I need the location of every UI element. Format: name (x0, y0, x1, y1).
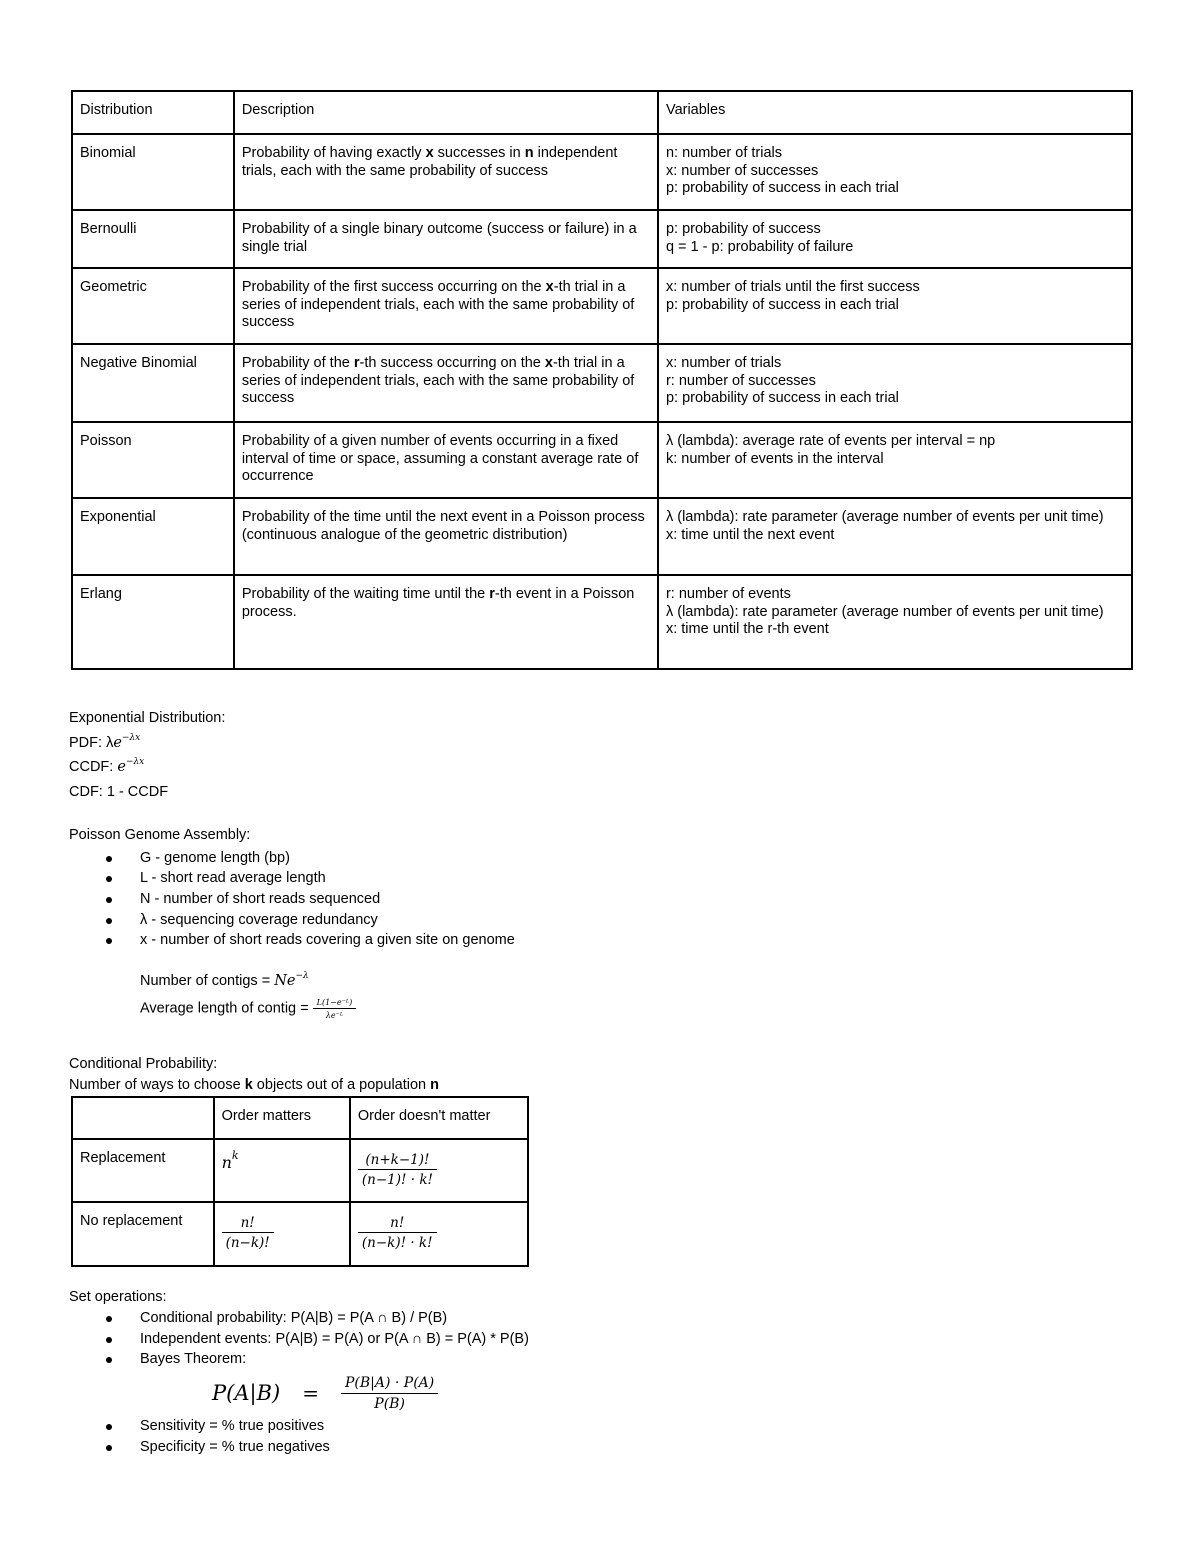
variable-line: x: number of trials (665, 355, 782, 371)
list-item: Independent events: P(A|B) = P(A) or P(A ∩ B) = P(A) * P(B) (69, 1329, 869, 1350)
bold-variable: r (489, 586, 495, 602)
description-cell (234, 134, 658, 210)
variable-line: x: time until the next event (665, 526, 835, 543)
list-item: G - genome length (bp) (69, 848, 769, 869)
list-item: Sensitivity = % true positives (69, 1416, 869, 1437)
table-row (72, 268, 1132, 344)
description-text: -th success occurring on the (359, 355, 545, 371)
variables-cell (658, 422, 1132, 498)
variables-cell (658, 575, 1132, 669)
variable-line: λ (lambda): rate parameter (average number of events per unit time) (665, 603, 1104, 620)
list-item: Conditional probability: P(A|B) = P(A ∩ B) / P(B) (69, 1308, 869, 1329)
distribution-name-cell (72, 344, 234, 422)
description-cell (234, 498, 658, 575)
set-operations-list-2 (69, 1416, 869, 1457)
row-label: Replacement (72, 1139, 214, 1202)
row-label: No replacement (72, 1202, 214, 1266)
table-row (72, 1202, 528, 1266)
set-operations-list (69, 1308, 869, 1370)
table-row (72, 134, 1132, 210)
distribution-name-cell (72, 498, 234, 575)
table-row (72, 575, 1132, 669)
variable-line: λ (lambda): rate parameter (average number of events per unit time) (665, 509, 1104, 525)
distribution-name: Bernoulli (80, 221, 137, 237)
table-row (72, 498, 1132, 575)
header-cell: Order matters (214, 1097, 350, 1139)
cdf-formula: CDF: 1 - CCDF (69, 783, 169, 800)
variable-line: k: number of events in the interval (665, 450, 884, 467)
formula-cell: $\frac{n!}{(n-k)!}$ (214, 1202, 350, 1266)
variable-line: q = 1 - p: probability of failure (665, 238, 854, 255)
formula-cell: $n^k$ (214, 1139, 350, 1202)
bayes-fraction: $\frac{P(B|A) \cdot P(A)}{P(B)}$ (341, 1375, 438, 1413)
variables-cell (658, 344, 1132, 422)
header-cell: Distribution (72, 91, 234, 134)
variables-cell (658, 498, 1132, 575)
formula-cell: $\frac{(n+k-1)!}{(n-1)! \cdot k!}$ (350, 1139, 528, 1202)
variable-line: x: number of trials until the first success (665, 279, 920, 295)
combinatorics-table (71, 1096, 529, 1267)
list-item: L - short read average length (69, 868, 769, 889)
list-item: Bayes Theorem: (69, 1349, 869, 1370)
description-text: Probability of a given number of events occurring in a fixed interval of time or space, assuming a constant average rate of occurrence (241, 433, 639, 484)
description-text: Probability of a single binary outcome (success or failure) in a single trial (241, 221, 637, 255)
list-item: Specificity = % true negatives (69, 1437, 869, 1458)
variable-line: p: probability of success (665, 221, 821, 237)
description-text: Probability of the time until the next event in a Poisson process (continuous analogue of the geometric distribution) (241, 509, 645, 543)
set-operations-section (69, 1287, 869, 1370)
description-text: successes in (433, 145, 525, 161)
description-cell (234, 210, 658, 268)
table-row (72, 344, 1132, 422)
avg-contig-formula: Average length of contig = $\frac{\text{L(1−e⁻ᴸ)}}{\text{λe⁻ᴸ}}$ (140, 998, 356, 1020)
list-item: x - number of short reads covering a given site on genome (69, 930, 769, 951)
variables-cell (658, 268, 1132, 344)
table-header-row (72, 91, 1132, 134)
description-text: Probability of the waiting time until the (241, 586, 490, 602)
variable-line: r: number of successes (665, 372, 816, 389)
distribution-name-cell (72, 210, 234, 268)
variable-line: x: number of successes (665, 162, 819, 179)
set-operations-heading: Set operations: (69, 1289, 167, 1305)
bold-variable: n (524, 145, 534, 161)
variable-line: x: time until the r-th event (665, 621, 829, 637)
variable-line: λ (lambda): average rate of events per interval = np (665, 433, 996, 449)
distribution-name: Exponential (80, 509, 156, 525)
table-row (72, 210, 1132, 268)
distribution-name-cell (72, 575, 234, 669)
bold-variable: x (425, 145, 434, 161)
ccdf-formula: CCDF: $e^{-\lambda x}$ (69, 757, 145, 775)
description-text: -th trial in a series of independent trials, each with the same probability of success (241, 355, 635, 406)
set-operations-section-2 (69, 1416, 869, 1457)
description-text: -th trial in a series of independent trials, each with the same probability of success (241, 279, 635, 330)
formula-cell: $\frac{n!}{(n-k)! \cdot k!}$ (350, 1202, 528, 1266)
header-cell (72, 1097, 214, 1139)
distribution-table (71, 90, 1133, 670)
distribution-name: Poisson (80, 433, 132, 449)
poisson-genome-heading: Poisson Genome Assembly: (69, 827, 251, 843)
distribution-name-cell (72, 422, 234, 498)
conditional-section (69, 1054, 669, 1096)
contigs-formula: Number of contigs = $Ne^{-\lambda}$ (140, 971, 309, 989)
header-cell: Description (234, 91, 658, 134)
bold-variable: x (544, 355, 553, 371)
conditional-subheading: Number of ways to choose k objects out of a population n (69, 1077, 439, 1093)
poisson-genome-section (69, 823, 769, 951)
list-item: λ - sequencing coverage redundancy (69, 910, 769, 931)
variables-cell (658, 210, 1132, 268)
distribution-name: Geometric (80, 279, 147, 295)
description-text: independent trials, each with the same probability of success (241, 145, 618, 179)
list-item: N - number of short reads sequenced (69, 889, 769, 910)
variable-line: p: probability of success in each trial (665, 390, 899, 406)
conditional-heading: Conditional Probability: (69, 1056, 218, 1072)
distribution-name: Erlang (80, 586, 122, 602)
poisson-genome-list (69, 848, 769, 951)
distribution-name-cell (72, 268, 234, 344)
description-cell (234, 268, 658, 344)
table-header-row (72, 1097, 528, 1139)
distribution-name: Negative Binomial (80, 355, 197, 371)
variable-line: p: probability of success in each trial (665, 296, 899, 313)
description-cell (234, 344, 658, 422)
distribution-table-body (72, 91, 1132, 669)
table-row (72, 1139, 528, 1202)
variable-line: r: number of events (665, 586, 791, 602)
header-cell: Order doesn't matter (350, 1097, 528, 1139)
variable-line: p: probability of success in each trial (665, 180, 899, 196)
description-text: Probability of the (241, 355, 354, 371)
table-row (72, 422, 1132, 498)
exponential-section (69, 706, 569, 804)
pdf-formula: PDF: $\lambda e^{-\lambda x}$ (69, 732, 141, 751)
description-cell (234, 422, 658, 498)
variable-line: n: number of trials (665, 145, 783, 161)
bayes-formula: P(A|B) = $\frac{P(B|A) \cdot P(A)}{P(B)}$ (212, 1373, 438, 1415)
bold-variable: r (353, 355, 360, 371)
description-text: Probability of the first success occurring on the (241, 279, 546, 295)
distribution-name-cell (72, 134, 234, 210)
description-text: Probability of having exactly (241, 145, 426, 161)
bold-variable: x (545, 279, 554, 295)
header-cell: Variables (658, 91, 1132, 134)
exponential-heading: Exponential Distribution: (69, 710, 226, 726)
distribution-name: Binomial (80, 145, 136, 161)
variables-cell (658, 134, 1132, 210)
description-cell (234, 575, 658, 669)
description-text: -th event in a Poisson process. (241, 586, 635, 620)
avg-contig-fraction: $\frac{\text{L(1−e⁻ᴸ)}}{\text{λe⁻ᴸ}}$ (313, 998, 357, 1020)
